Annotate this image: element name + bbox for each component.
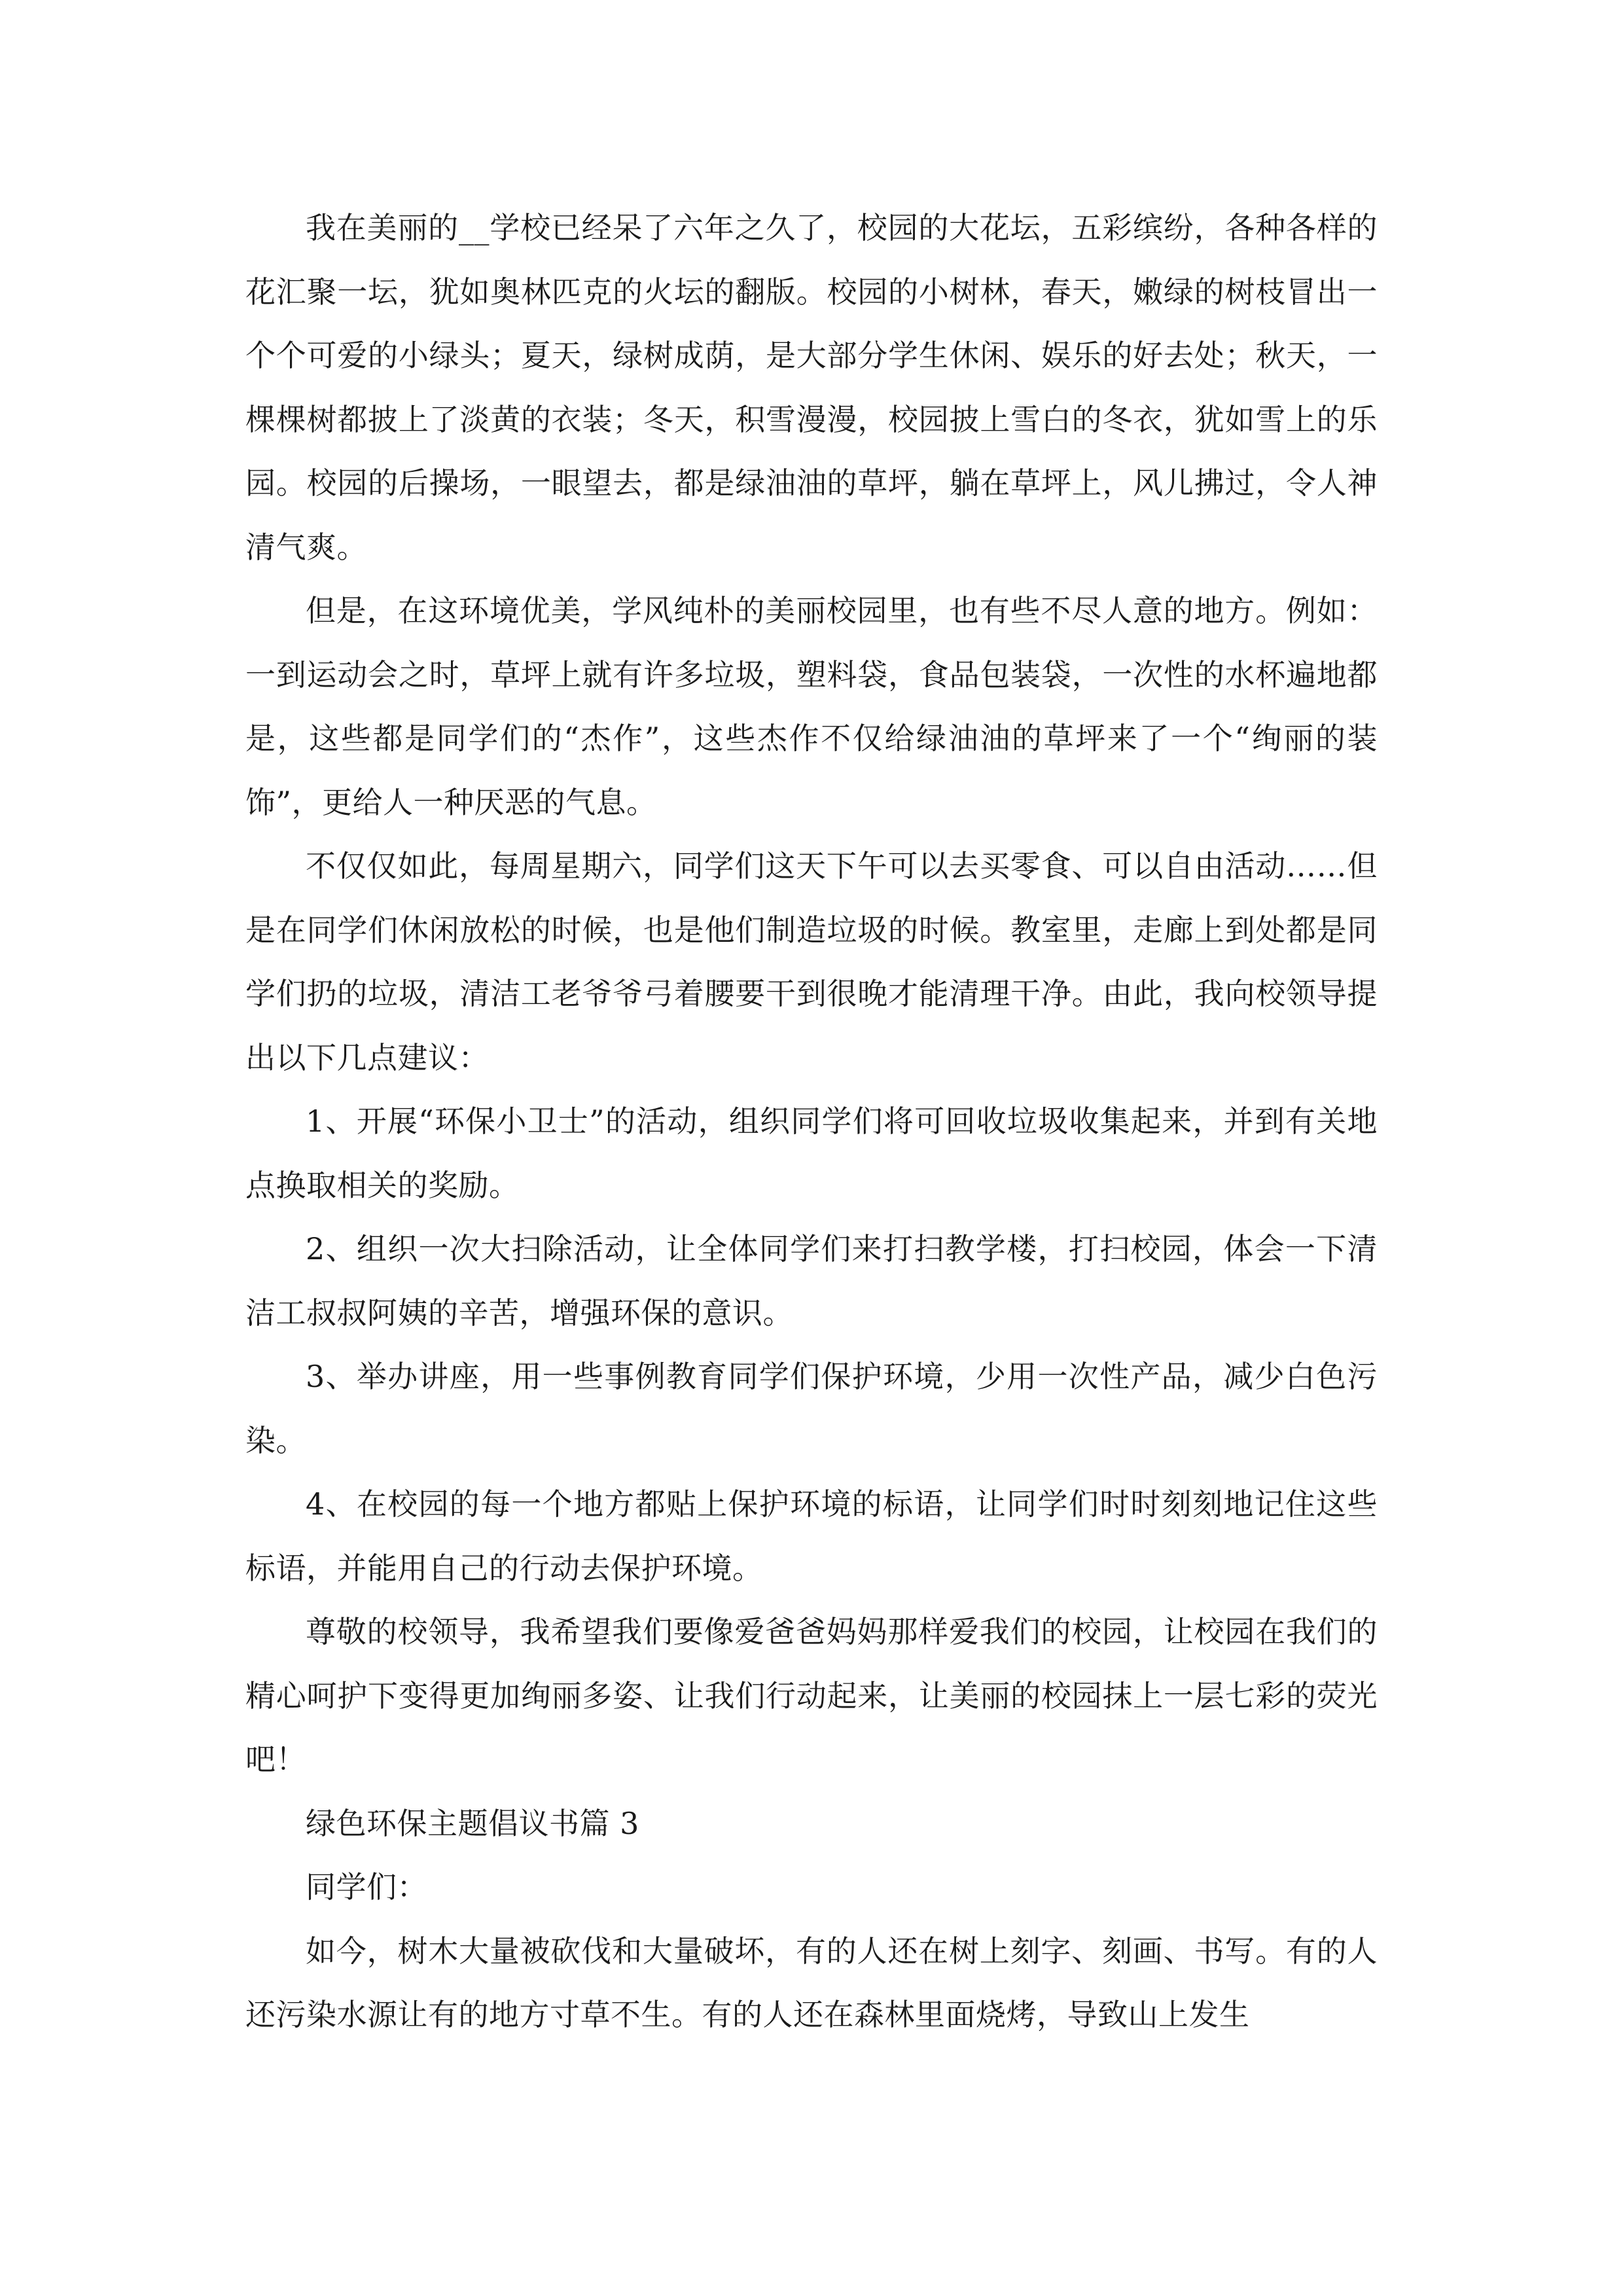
suggestion-1: 1、开展“环保小卫士”的活动，组织同学们将可回收垃圾收集起来，并到有关地点换取相关的奖励。: [245, 1103, 1378, 1203]
suggestion-4: 4、在校园的每一个地方都贴上保护环境的标语，让同学们时时刻刻地记住这些标语，并能用自己的行动去保护环境。: [245, 1486, 1378, 1586]
salutation: 同学们：: [306, 1869, 427, 1905]
paragraph-campus-description: 我在美丽的__学校已经呆了六年之久了，校园的大花坛，五彩缤纷，各种各样的花汇聚一坛，犹如奥林匹克的火坛的翻版。校园的小树林，春天，嫩绿的树枝冒出一个个可爱的小绿头；夏天，绿树成荫，是大部分学生休闲、娱乐的好去处；秋天，一棵棵树都披上了淡黄的衣装；冬天，积雪漫漫，校园披上雪白的冬衣，犹如雪上的乐园。校园的后操场，一眼望去，都是绿油油的草坪，躺在草坪上，风儿拂过，令人神清气爽。: [245, 210, 1378, 565]
paragraph-closing: 尊敬的校领导，我希望我们要像爱爸爸妈妈那样爱我们的校园，让校园在我们的精心呵护下变得更加绚丽多姿、让我们行动起来，让美丽的校园抹上一层七彩的荧光吧！: [245, 1614, 1378, 1777]
suggestion-3: 3、举办讲座，用一些事例教育同学们保护环境，少用一次性产品，减少白色污染。: [245, 1359, 1378, 1458]
document-body: [245, 196, 1378, 2047]
section-heading: 绿色环保主题倡议书篇 3: [306, 1805, 639, 1841]
paragraph-trees: 如今，树木大量被砍伐和大量破坏，有的人还在树上刻字、刻画、书写。有的人还污染水源让有的地方寸草不生。有的人还在森林里面烧烤，导致山上发生: [245, 1933, 1378, 2032]
paragraph-saturday: 不仅仅如此，每周星期六，同学们这天下午可以去买零食、可以自由活动……但是在同学们休闲放松的时候，也是他们制造垃圾的时候。教室里，走廊上到处都是同学们扔的垃圾，清洁工老爷爷弓着腰要干到很晚才能清理干净。由此，我向校领导提出以下几点建议：: [245, 848, 1378, 1075]
paragraph-problem: 但是，在这环境优美，学风纯朴的美丽校园里，也有些不尽人意的地方。例如：一到运动会之时，草坪上就有许多垃圾，塑料袋，食品包装袋，一次性的水杯遍地都是，这些都是同学们的“杰作”，这些杰作不仅给绿油油的草坪来了一个“绚丽的装饰”，更给人一种厌恶的气息。: [245, 593, 1378, 820]
suggestion-2: 2、组织一次大扫除活动，让全体同学们来打扫教学楼，打扫校园，体会一下清洁工叔叔阿姨的辛苦，增强环保的意识。: [245, 1231, 1378, 1331]
